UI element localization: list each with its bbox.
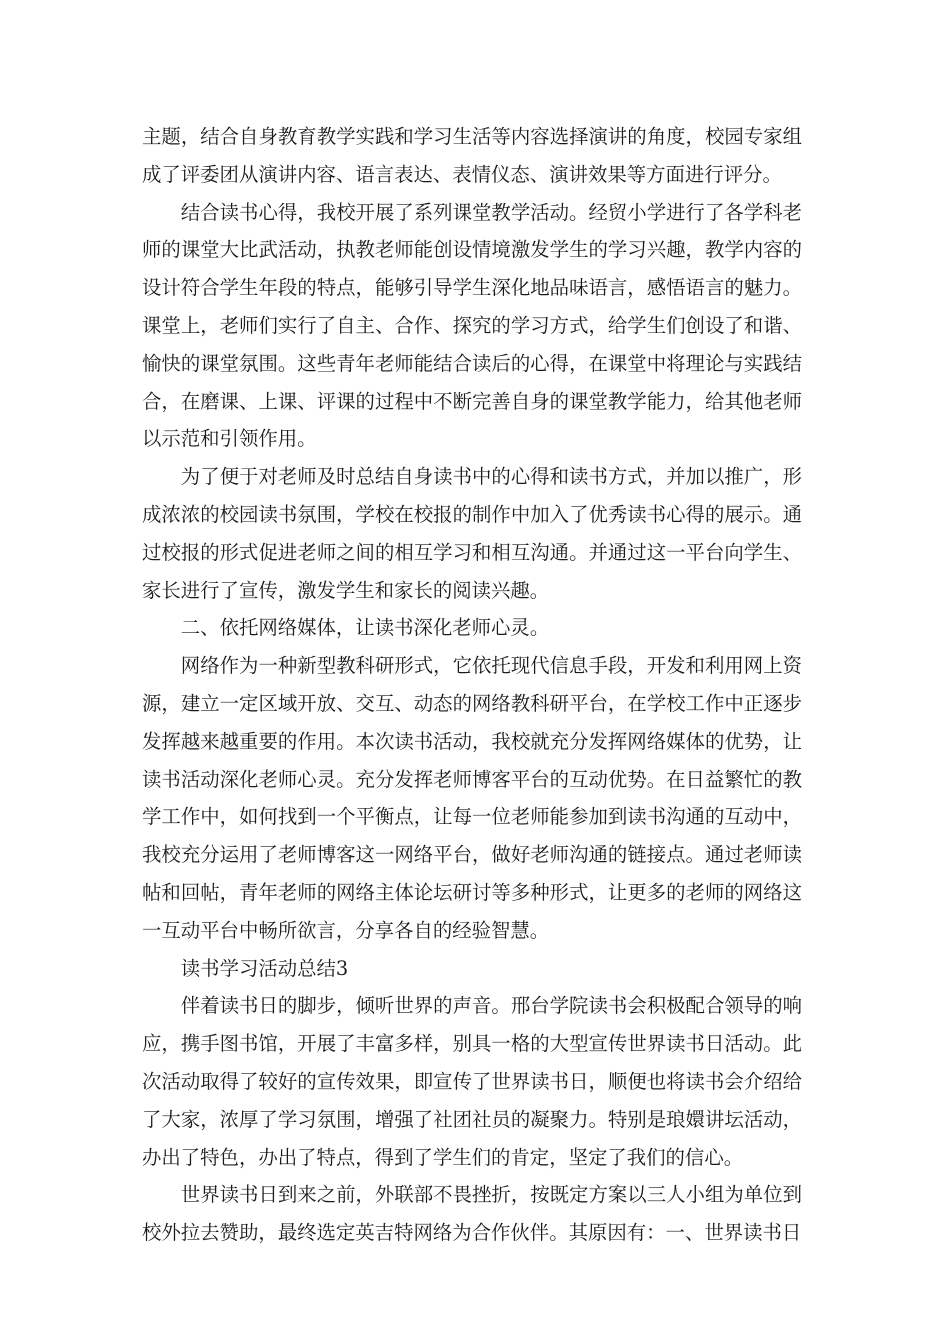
section-heading-summary-3: 读书学习活动总结3 [180, 956, 349, 980]
paragraph-3: 为了便于对老师及时总结自身读书中的心得和读书方式，并加以推广，形成浓浓的校园读书氛围，学校在校报的制作中加入了优秀读书心得的展示。通过校报的形式促进老师之间的相互学习和相互沟通。并通过这一平台向学生、家长进行了宣传，激发学生和家长的阅读兴趣。 [142, 465, 802, 602]
paragraph-4: 网络作为一种新型教科研形式，它依托现代信息手段，开发和利用网上资源，建立一定区域开放、交互、动态的网络教科研平台，在学校工作中正逐步发挥越来越重要的作用。本次读书活动，我校就充分发挥网络媒体的优势，让读书活动深化老师心灵。充分发挥老师博客平台的互动优势。在日益繁忙的教学工作中，如何找到一个平衡点，让每一位老师能参加到读书沟通的互动中，我校充分运用了老师博客这一网络平台，做好老师沟通的链接点。通过老师读帖和回帖，青年老师的网络主体论坛研讨等多种形式，让更多的老师的网络这一互动平台中畅所欲言，分享各自的经验智慧。 [142, 654, 802, 942]
section-heading-network-media: 二、依托网络媒体，让读书深化老师心灵。 [180, 616, 550, 640]
paragraph-5: 伴着读书日的脚步，倾听世界的声音。邢台学院读书会积极配合领导的响应，携手图书馆，开展了丰富多样，别具一格的大型宣传世界读书日活动。此次活动取得了较好的宣传效果，即宣传了世界读书日，顺便也将读书会介绍给了大家，浓厚了学习氛围，增强了社团社员的凝聚力。特别是琅嬛讲坛活动，办出了特色，办出了特点，得到了学生们的肯定，坚定了我们的信心。 [142, 994, 802, 1169]
paragraph-6: 世界读书日到来之前，外联部不畏挫折，按既定方案以三人小组为单位到校外拉去赞助，最终选定英吉特网络为合作伙伴。其原因有：一、世界读书日 [142, 1183, 802, 1245]
paragraph-2: 结合读书心得，我校开展了系列课堂教学活动。经贸小学进行了各学科老师的课堂大比武活动，执教老师能创设情境激发学生的学习兴趣，教学内容的设计符合学生年段的特点，能够引导学生深化地品味语言，感悟语言的魅力。课堂上，老师们实行了自主、合作、探究的学习方式，给学生们创设了和谐、愉快的课堂氛围。这些青年老师能结合读后的心得，在课堂中将理论与实践结合，在磨课、上课、评课的过程中不断完善自身的课堂教学能力，给其他老师以示范和引领作用。 [142, 200, 802, 451]
paragraph-1: 主题，结合自身教育教学实践和学习生活等内容选择演讲的角度，校园专家组成了评委团从演讲内容、语言表达、表情仪态、演讲效果等方面进行评分。 [142, 125, 802, 186]
document-page [142, 118, 802, 1252]
